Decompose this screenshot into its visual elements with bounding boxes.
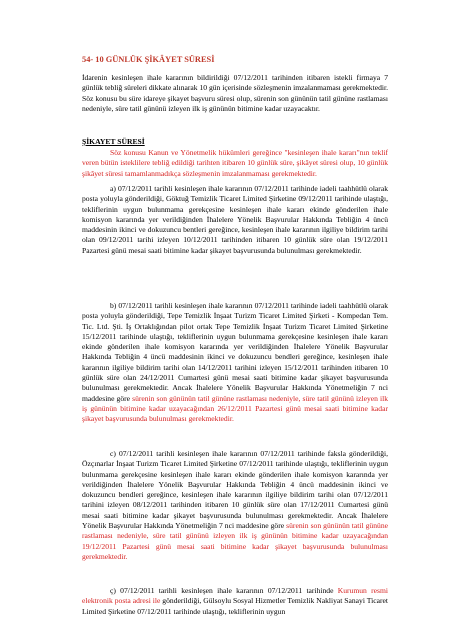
- subheading: ŞİKAYET SÜRESİ: [82, 137, 145, 146]
- paragraph-b-text: b) 07/12/2011 tarihli kesinleşen ihale kararının 07/12/2011 tarihinde iadeli taahhütlü olarak posta yoluyla gönderildiği, Tepe Temizlik İnşaat Turizm Ticaret Limited Şirketi - Kompedan Tem. Tic. Ltd. Şti. İş Ortaklığından pilot ortak Tepe Temizlik İnşaat Turizm Ticaret Limited Şirketine 15/12/2011 tarihinde ulaştığı, tekliflerinin uygun bulunmama gerekçesine kesinleşen ihale kararı ekinde gönderilen ihale komisyon kararında yer verildiğinden İhalelere Yönelik Başvurular Hakkında Tebliğin 4 üncü maddesinin ikinci ve dokuzuncu bendleri gereğince, kesinleşen ihale kararının ilgiliye bildirim tarihi olan 14/12/2011 tarihini izleyen 15/12/2011 tarihinden itibaren 10 günlük süre olan 24/12/2011 Cumartesi günü mesai saati bitimine kadar şikayet başvurusunda bulunulması gerekmektedir. Ancak İhalelere Yönelik Başvurular Hakkında Yönetmeliğin 7 nci maddesine göre: [82, 301, 388, 403]
- paragraph-b-highlight: sürenin son gününün tatil gününe rastlaması nedeniyle, süre tatil gününü izleyen ilk iş gününün bitimine kadar uzayacağından 26/12/2011 Pazartesi günü mesai saati bitimine kadar şikayet başvurusunda bulunulması gerekmektedir.: [82, 393, 388, 424]
- intro-paragraph: İdarenin kesinleşen ihale kararının bildirildiği 07/12/2011 tarihinden itibaren istekli firmaya 7 günlük tebliğ süreleri dikkate alınarak 10 gün içerisinde sözleşmenin imzalanmaması gerekmektedir. Söz konusu bu süre idareye şikayet başvuru süresi olup, sürenin son gününün tatil gününe rastlaması nedeniyle, süre tatil gününü izleyen ilk iş gününün bitimine kadar uzayacaktır.: [82, 73, 388, 113]
- paragraph-a: a) 07/12/2011 tarihli kesinleşen ihale kararının 07/12/2011 tarihinde iadeli taahhütlü olarak posta yoluyla gönderildiği, Göktuğ Temizlik Ticaret Limited Şirketine 09/12/2011 tarihinde ulaştığı, tekliflerinin uygun bulunmama gerekçesine kesinleşen ihale kararı ekinde gönderilen ihale komisyon kararında yer verildiğinden İhalelere Yönelik Başvurular Hakkında Tebliğin 4 üncü maddesinin ikinci ve dokuzuncu bentleri gereğince, kesinleşen ihale kararının ilgiliye bildirim tarihi olan 09/12/2011 tarihi izleyen 10/12/2011 tarihinden itibaren 10 günlük süre olan 19/12/2011 Pazartesi günü mesai saati bitimine kadar şikayet başvurusunda bulunulması gerekmektedir.: [82, 184, 388, 255]
- paragraph-b: [82, 301, 388, 425]
- paragraph-c-text: c) 07/12/2011 tarihli kesinleşen ihale kararının 07/12/2011 tarihinde faksla gönderildiği, Özçınarlar İnşaat Turizm Ticaret Limited Şirketine 07/12/2011 tarihinde ulaştığı, tekliflerinin uygun bulunmama gerekçesine kesinleşen ihale kararı ekinde gönderilen ihale komisyon kararında yer verildiğinden İhalelere Yönelik Başvurular Hakkında Tebliğin 4 üncü maddesinin ikinci ve dokuzuncu bendleri gereğince, kesinleşen ihale kararının ilgiliye bildirim tarihi olan 07/12/2011 tarihini izleyen 08/12/2011 tarihinden itibaren 10 günlük süre olan 17/12/2011 Cumartesi günü mesai saati bitimine kadar şikayet başvurusunda bulunulması gerekmektedir. Ancak İhalelere Yönelik Başvurular Hakkında Yönetmeliğin 7 nci maddesine göre: [82, 449, 388, 531]
- paragraph-d-highlight: Kurumun resmi elektronik posta adresi ile: [82, 586, 388, 606]
- section-heading: 54- 10 GÜNLÜK ŞİKÂYET SÜRESİ: [82, 55, 215, 64]
- paragraph-d: [82, 586, 388, 617]
- paragraph-c: [82, 449, 388, 562]
- paragraph-d-text-start: ç) 07/12/2011 tarihli kesinleşen ihale kararının 07/12/2011 tarihinde: [110, 586, 338, 595]
- paragraph-d-text-end: gönderildiği, Gülsoylu Sosyal Hizmetler Temizlik Nakliyat Sanayi Ticaret Limited Şirketine 07/12/2011 tarihinde ulaştığı, tekliflerinin uygun: [82, 596, 388, 616]
- law-paragraph: Söz konusu Kanun ve Yönetmelik hükümleri gereğince "kesinleşen ihale kararı"nın teklif veren bütün isteklilere tebliğ edildiği tarihten itibaren 10 günlük süre, şikâyet süresi olup, 10 günlük şikâyet süresi tamamlanmadıkça sözleşmenin imzalanmaması gerekmektedir.: [82, 148, 388, 178]
- paragraph-c-highlight: sürenin son gününün tatil gününe rastlaması nedeniyle, süre tatil gününü izleyen ilk iş gününün bitimine kadar uzayacağından 19/12/2011 Pazartesi günü mesai saati bitimine kadar şikayet başvurusunda bulunulması gerekmektedir.: [82, 521, 388, 561]
